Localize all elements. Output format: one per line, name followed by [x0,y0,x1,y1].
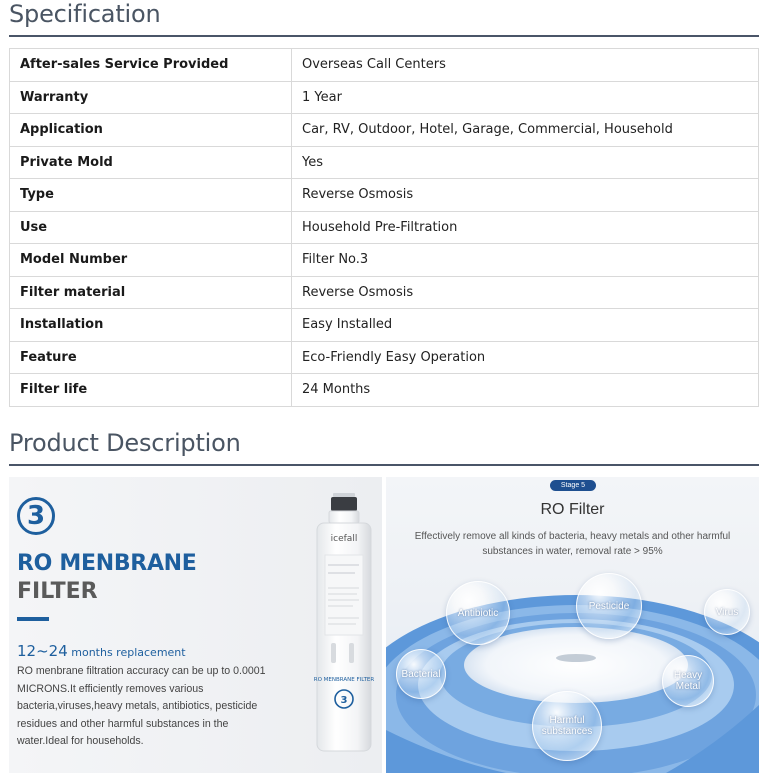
spec-value: Overseas Call Centers [292,49,759,82]
spec-key: Type [10,179,292,212]
product-description-title-rule [9,464,759,466]
replacement-interval [17,641,186,660]
filter-cartridge-illustration [309,493,379,761]
heavy-metal-line-2: Metal [675,681,701,692]
spec-value: 1 Year [292,81,759,114]
spec-value: Reverse Osmosis [292,179,759,212]
spec-key: Application [10,114,292,147]
spec-key: Filter life [10,374,292,407]
spec-row [10,146,759,179]
spec-row [10,49,759,82]
spec-key: After-sales Service Provided [10,49,292,82]
spec-row [10,374,759,407]
ro-filter-description-line-1: Effectively remove all kinds of bacteria, heavy metals and other harmful [414,531,731,542]
antibiotic-bubble: Antibiotic [446,581,510,645]
spec-row [10,211,759,244]
spec-row [10,341,759,374]
months-replacement-label: months replacement [67,646,186,659]
specification-title-rule [9,35,759,37]
harmful-substances-label [542,715,593,737]
bacterial-bubble: Bacterial [396,649,446,699]
ro-membrane-product-image [9,477,382,773]
pesticide-bubble: Pesticide [576,573,642,639]
spec-row [10,114,759,147]
harmful-line-1: Harmful [549,715,585,726]
ro-membrane-heading: RO MENBRANE [17,551,197,576]
stage-badge: Stage 5 [550,480,596,491]
accent-bar [17,617,49,621]
spec-key: Model Number [10,244,292,277]
spec-key: Installation [10,309,292,342]
heavy-metal-line-1: Heavy [673,670,703,681]
heavy-metal-bubble [662,655,714,707]
harmful-substances-bubble [532,691,602,761]
spec-value: Household Pre-Filtration [292,211,759,244]
ro-filter-description-line-2: substances in water, removal rate > 95% [482,546,663,557]
filter-number-on-cartridge: 3 [340,695,348,706]
heavy-metal-label [674,670,702,692]
months-range: 12~24 [17,642,68,660]
brand-logo: icefall [330,534,358,544]
spec-value: Filter No.3 [292,244,759,277]
ro-filter-title: RO Filter [540,501,605,518]
filter-number-badge: 3 [17,497,55,535]
spec-key: Use [10,211,292,244]
spec-row [10,179,759,212]
product-description-title: Product Description [9,429,241,457]
spec-key: Feature [10,341,292,374]
spec-value: Eco-Friendly Easy Operation [292,341,759,374]
spec-key: Warranty [10,81,292,114]
spec-row [10,81,759,114]
spec-value: Car, RV, Outdoor, Hotel, Garage, Commercial, Household [292,114,759,147]
spec-row [10,244,759,277]
filter-heading: FILTER [17,579,98,604]
spec-value: 24 Months [292,374,759,407]
spec-row [10,309,759,342]
harmful-line-2: substances [541,726,593,737]
spec-value: Yes [292,146,759,179]
spec-value: Reverse Osmosis [292,276,759,309]
ro-membrane-description: RO menbrane filtration accuracy can be up to 0.0001 MICRONS.It efficiently removes various bacteria,viruses,heavy metals, antibiotics, pesticide residues and other harmful substances in the water.Ideal for households. [17,665,266,747]
virus-bubble: Virus [704,589,750,635]
specification-title: Specification [9,0,161,28]
spec-key: Private Mold [10,146,292,179]
ro-filter-stage-image [386,477,759,773]
spec-value: Easy Installed [292,309,759,342]
filter-label-text: RO MENBRANE FILTER [313,677,375,683]
spec-row [10,276,759,309]
specification-table [9,48,759,407]
spec-key: Filter material [10,276,292,309]
